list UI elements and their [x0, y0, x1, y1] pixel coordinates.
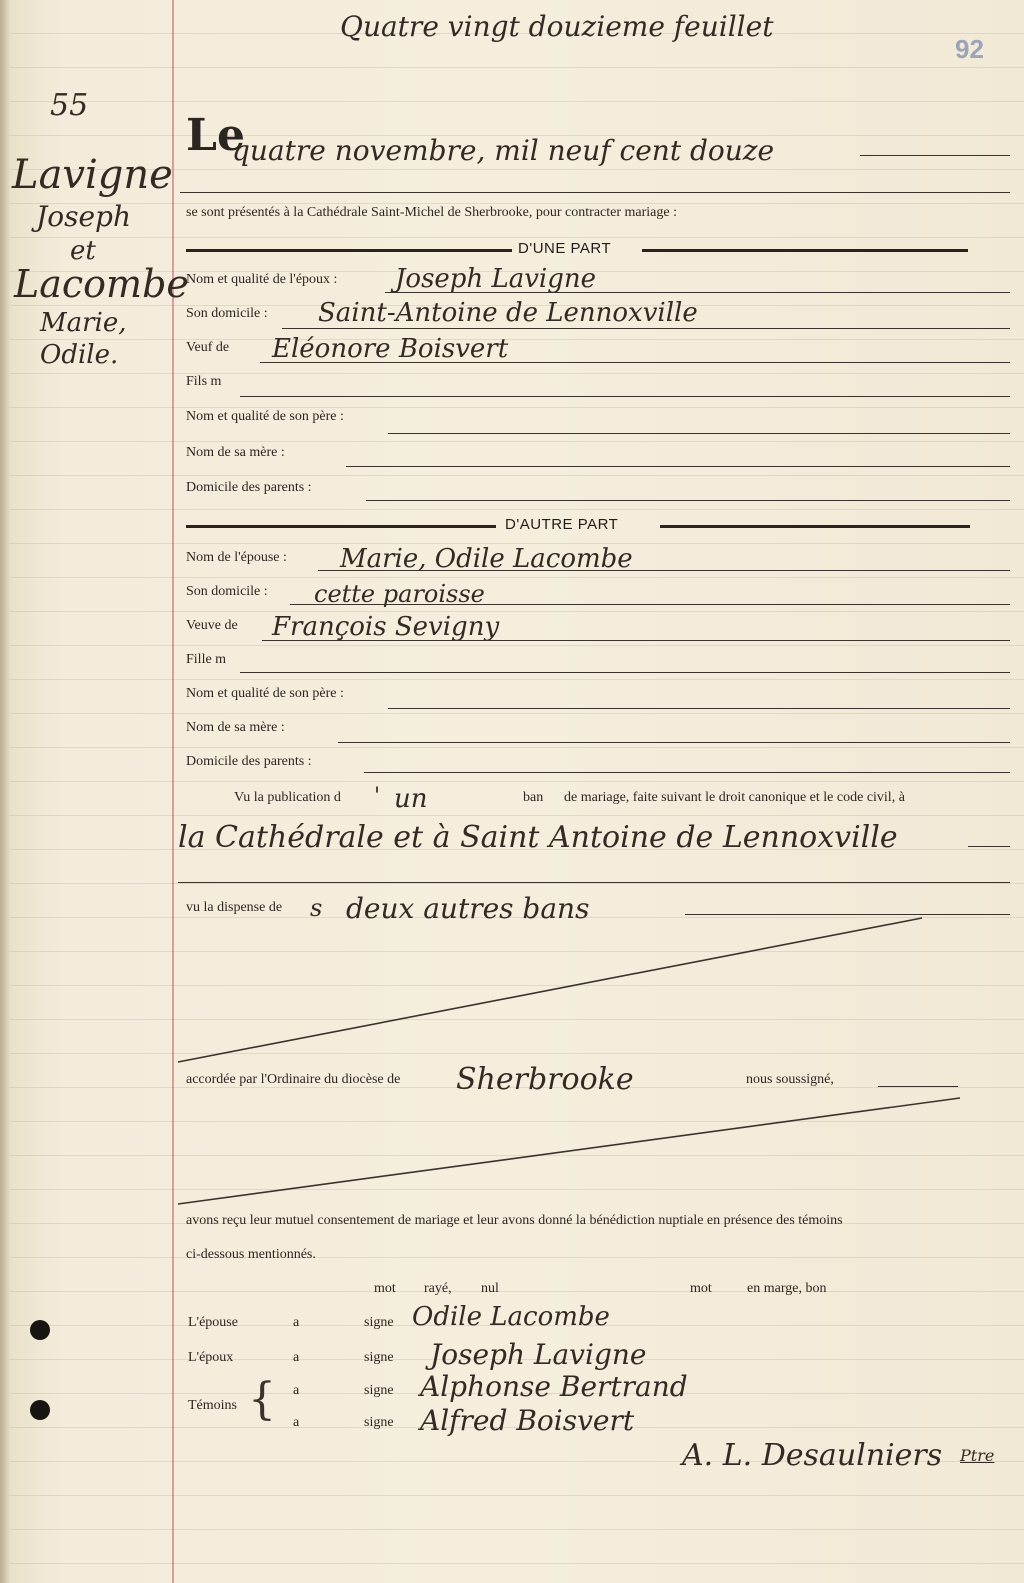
margin-surname-bride: Lacombe — [14, 262, 189, 306]
witness-brace: { — [248, 1374, 276, 1425]
correction-mot: mot — [374, 1281, 396, 1296]
granted-label: accordée par l'Ordinaire du diocèse de — [186, 1072, 401, 1087]
groom-father-label: Nom et qualité de son père : — [186, 409, 344, 424]
bride-signe: signe — [364, 1315, 394, 1330]
witnesses-label: Témoins — [188, 1398, 237, 1413]
marriage-date: quatre novembre, mil neuf cent douze — [232, 134, 775, 167]
priest-title: Ptre — [960, 1446, 995, 1465]
publication-ban: ban — [523, 790, 544, 805]
dispensation-label: vu la dispense de — [186, 900, 283, 915]
margin-given-bride-2: Odile. — [40, 340, 119, 370]
groom-parents-domicile-label: Domicile des parents : — [186, 480, 312, 495]
dispensation-value: deux autres bans — [346, 892, 590, 925]
witness2-signe: signe — [364, 1415, 394, 1430]
witness1-signature: Alphonse Bertrand — [420, 1370, 688, 1403]
publication-text: de mariage, faite suivant le droit canonique et le code civil, à — [564, 790, 905, 805]
dispensation-suffix: s — [310, 894, 323, 922]
page-number: 92 — [955, 34, 984, 64]
groom-former-spouse: Eléonore Boisvert — [272, 334, 509, 364]
groom-role: L'époux — [188, 1350, 234, 1365]
margin-surname-groom: Lavigne — [12, 152, 173, 198]
witness2-a: a — [293, 1415, 300, 1430]
bride-domicile-label: Son domicile : — [186, 584, 268, 599]
groom-signe: signe — [364, 1350, 394, 1365]
bride-role: L'épouse — [188, 1315, 238, 1330]
groom-domicile-label: Son domicile : — [186, 306, 268, 321]
folio-note: Quatre vingt douzieme feuillet — [340, 10, 774, 43]
groom-a: a — [293, 1350, 300, 1365]
groom-mother-label: Nom de sa mère : — [186, 445, 285, 460]
groom-domicile: Saint-Antoine de Lennoxville — [318, 298, 698, 328]
margin-given-bride-1: Marie, — [40, 308, 127, 338]
priest-signature: A. L. Desaulniers — [682, 1438, 943, 1473]
margin-conjunction: et — [70, 236, 96, 266]
publication-mark: ' — [374, 784, 381, 809]
witness1-signe: signe — [364, 1383, 394, 1398]
consent-line-1: avons reçu leur mutuel consentement de mariage et leur avons donné la bénédiction nuptiale en présence des témoins — [186, 1213, 843, 1228]
bride-mother-label: Nom de sa mère : — [186, 720, 285, 735]
correction-raye: rayé, — [424, 1281, 452, 1296]
bride-daughter-label: Fille m — [186, 652, 227, 667]
bride-parents-domicile-label: Domicile des parents : — [186, 754, 312, 769]
consent-line-2: ci-dessous mentionnés. — [186, 1247, 316, 1262]
initial-le: Le — [186, 110, 245, 161]
granted-diocese: Sherbrooke — [456, 1062, 634, 1097]
intro-printed-line: se sont présentés à la Cathédrale Saint-Michel de Sherbrooke, pour contracter mariage : — [186, 205, 677, 220]
correction-nul: nul — [481, 1281, 499, 1296]
heading-autre-part: D'AUTRE PART — [505, 516, 619, 533]
bride-widow-label: Veuve de — [186, 618, 238, 633]
groom-son-label: Fils m — [186, 374, 222, 389]
margin-given-groom: Joseph — [36, 200, 131, 233]
entry-number: 55 — [50, 88, 89, 123]
witness1-a: a — [293, 1383, 300, 1398]
heading-une-part: D'UNE PART — [518, 240, 612, 257]
rule — [878, 1086, 958, 1087]
granted-suffix: nous soussigné, — [746, 1072, 834, 1087]
publication-count: un — [394, 784, 428, 814]
correction-mot-marge: mot — [690, 1281, 712, 1296]
bride-name-label: Nom de l'épouse : — [186, 550, 287, 565]
groom-signature: Joseph Lavigne — [430, 1338, 647, 1371]
groom-name-label: Nom et qualité de l'époux : — [186, 272, 338, 287]
groom-name: Joseph Lavigne — [395, 264, 597, 294]
publication-places: la Cathédrale et à Saint Antoine de Lennoxville — [178, 820, 898, 855]
bride-signature: Odile Lacombe — [412, 1302, 610, 1332]
bride-domicile: cette paroisse — [314, 580, 485, 608]
bride-former-spouse: François Sevigny — [272, 612, 500, 642]
bride-a: a — [293, 1315, 300, 1330]
publication-label: Vu la publication d — [234, 790, 341, 805]
groom-widower-label: Veuf de — [186, 340, 230, 355]
bride-father-label: Nom et qualité de son père : — [186, 686, 344, 701]
correction-en-marge: en marge, bon — [747, 1281, 827, 1296]
bride-name: Marie, Odile Lacombe — [340, 544, 633, 574]
witness2-signature: Alfred Boisvert — [420, 1404, 635, 1437]
